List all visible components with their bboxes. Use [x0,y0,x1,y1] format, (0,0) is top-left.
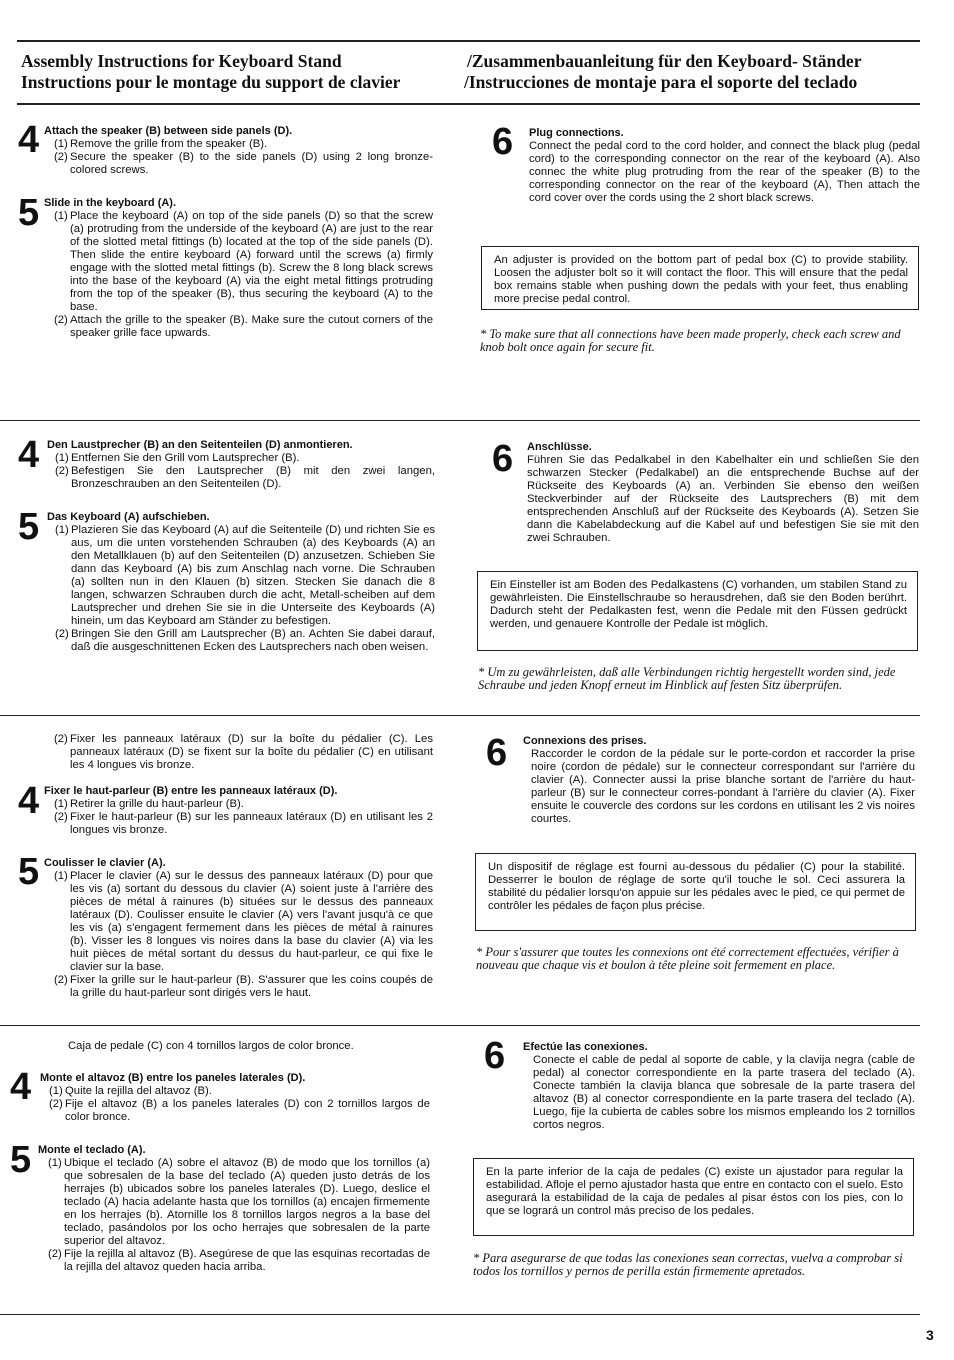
en-step6-text: Connect the pedal cord to the cord holder, and connect the black plug (pedal cord) to the corresponding connector on the rear of the keyboard (A). Also connec the white plug protruding from the rear of the speaker (B) to the corresponding connector on the rear of the keyboard (A), Then attach the cord cover over the cords using the 2 short black screws. [529,140,920,204]
list-item: (2) Attach the grille to the speaker (B). Make sure the cutout corners of the speaker grille face upwards. [54,314,433,339]
en-step6-number: 6 [492,121,514,163]
list-item: (2) Fixer le haut-parleur (B) sur les panneaux latéraux (D) en utilisant les 2 longues vis bronze. [54,811,433,836]
en-adjuster-box: An adjuster is provided on the bottom part of pedal box (C) to provide stability. Loosen the adjuster bolt so it will contact the floor. This will ensure that the pedal box remains stable when pushing down the pedals with your feet, thus enabling more precise pedal control. [481,246,919,310]
en-step5-number: 5 [18,192,40,234]
es-carry-over: Caja de pedale (C) con 4 tornillos largos de color bronce. [68,1040,354,1052]
de-step6-title: Anschlüsse. [527,441,592,453]
de-step6 [527,440,919,545]
list-item: (1) Plazieren Sie das Keyboard (A) auf die Seitenteile (D) und richten Sie es aus, um die unten vorstehenden Schrauben (a) des Keyboards (A) an den Metallklauen (b) auf den Seitenteilen (D) anzusetzen. Schieben Sie dann das Keyboard (A) bis zum Anschlag nach vorne. Die Schrauben (a) sollten nun in den Klauen (b) sitzen. Stecken Sie danach die 8 langen, schwarzen Schrauben durch die acht, Metall-scheiben auf dem Lautsprecher und drehen Sie sie in die Unterseite des Keyboards (A) hinein, um das Keyboard am Ständer zu befestigen. [55,524,435,627]
de-step4-number: 4 [18,434,40,476]
fr-step5-title: Coulisser le clavier (A). [44,857,166,869]
fr-step5 [44,856,433,1000]
es-note: * Para asegurarse de que todas las conexiones sean correctas, vuelva a comprobar si todos los tornillos y pernos de perilla están firmemente apretados. [473,1251,903,1278]
en-step6 [529,126,920,205]
header-title-en: Assembly Instructions for Keyboard Stand [21,51,342,71]
de-note: * Um zu gewährleisten, daß alle Verbindungen richtig hergestellt worden sind, jede Schraube und jeden Knopf erneut im Hinblick auf festen Sitz überprüfen. [478,665,896,692]
fr-note: * Pour s'assurer que toutes les connexions ont été correctement effectuées, vérifier à nouveau que chaque vis et boulon à tête pleine soit fermement en place. [476,945,899,972]
es-step4-number: 4 [10,1066,32,1108]
de-step6-number: 6 [492,438,514,480]
list-item: (2) Fije la rejilla al altavoz (B). Asegúrese de que las esquinas recortadas de la rejilla del altavoz queden hacia arriba. [48,1248,430,1273]
divider-de-fr [0,715,920,716]
es-step4-title: Monte el altavoz (B) entre los paneles laterales (D). [40,1072,306,1084]
list-item: (2) Secure the speaker (B) to the side panels (D) using 2 long bronze-colored screws. [54,151,433,176]
fr-step6-number: 6 [486,732,508,774]
fr-step6 [523,734,915,826]
en-step4 [44,124,433,177]
header-title-es: /Instrucciones de montaje para el soporte del teclado [464,72,858,92]
footer-rule [0,1314,920,1315]
es-step6 [523,1040,915,1132]
fr-step6-text: Raccorder le cordon de la pédale sur le porte-cordon et raccorder la prise noire (cordon de pédale) sur le connecteur correspondant sur l'arrière du clavier (A). Connecter aussi la prise blanche sortant de l'arrière du haut-parleur (B) sur le connecteur corres-pondant à l'arrière du clavier (A). Fixer ensuite le couvercle des cordons sur les cordons en utilisant les 2 vis noires courtes. [531,748,915,825]
list-item: (2) Befestigen Sie den Lautsprecher (B) mit den zwei langen, Bronzeschrauben an den Seitenteilen (D). [55,465,435,490]
es-adjuster-box: En la parte inferior de la caja de pedales (C) existe un ajustador para regular la estabilidad. Afloje el perno ajustador hasta que entre en contacto con el suelo. Esto asegurará la estabilidad de la caja de pedales al pisar éstos con los pies, con lo que se logrará un control más preciso de los pedales. [473,1158,914,1236]
list-item: (1) Remove the grille from the speaker (B). [54,138,268,150]
fr-carry-over: (2) Fixer les panneaux latéraux (D) sur la boîte du pédalier (C). Les panneaux latéraux (D) se fixent sur la boîte du pédalier (C) en utilisant les 4 longues vis bronze. [54,733,433,771]
fr-step4 [44,784,433,837]
en-step5-title: Slide in the keyboard (A). [44,197,177,209]
list-item: (1) Placer le clavier (A) sur le dessus des panneaux latéraux (D) pour que les vis (a) sortant du dessous du clavier (A) soient juste à l'arrière des pièces de métal à rainures (b) situées sur le dessus des panneaux latéraux (D). Coulisser ensuite le clavier (A) vers l'avant jusqu'à ce que les vis (a) s'engagent fermement dans les pièces de métal à rainures (b). Visser les 8 longues vis noires dans la base du clavier (A) via les huit pièces de métal sortant du dessus du haut-parleur, ce qui fixe le clavier sur la base. [54,870,433,973]
de-step5-number: 5 [18,506,40,548]
es-step6-title: Efectúe las conexiones. [523,1041,648,1053]
de-step5 [47,510,435,654]
de-step5-title: Das Keyboard (A) aufschieben. [47,511,210,523]
es-step6-text: Conecte el cable de pedal al soporte de cable, y la clavija negra (cable de pedal) al conector correspondiente en la parte trasera del teclado (A). Conecte también la clavija blanca que sobresale de la parte trasera del altavoz (B) al conector correspondiente en la parte trasera del teclado (A). Luego, fije la cubierta de cables sobre los mismos empleando los 2 tornillos cortos negros. [533,1054,915,1131]
header-title-de: /Zusammenbauanleitung für den Keyboard- Ständer [467,51,862,71]
list-item: (1) Quite la rejilla del altavoz (B). [49,1085,212,1097]
top-rule [17,40,920,42]
es-step5-title: Monte el teclado (A). [38,1144,146,1156]
fr-step6-title: Connexions des prises. [523,735,647,747]
de-step6-text: Führen Sie das Pedalkabel in den Kabelhalter ein und schließen Sie den schwarzen Stecker (Pedalkabel) an die entsprechende Buchse auf der Rückseite des Keyboards (A) an. Verbinden Sie ebenso den weißen Steckverbinder auf der Rückseite des Lautsprechers (B) mit dem entsprechenden Anschluß auf der Rückseite des Keyboards (A). Setzen Sie dann die Kabelabdeckung auf die Kabel auf und befestigen Sie sie mit den zwei Schrauben. [527,454,919,544]
es-step5 [38,1143,430,1274]
list-item: (2) Fixer la grille sur le haut-parleur (B). S'assurer que les coins coupés de la grille du haut-parleur sont dirigés vers le haut. [54,974,433,999]
en-step4-number: 4 [18,119,40,161]
list-item: (2) Fije el altavoz (B) a los paneles laterales (D) con 2 tornillos largos de color bronce. [49,1098,430,1123]
header-bottom-rule [17,103,920,105]
divider-en-de [0,420,920,421]
fr-step5-number: 5 [18,851,40,893]
en-step5 [44,196,433,340]
en-note: * To make sure that all connections have been made properly, check each screw and knob bolt once again for secure fit. [480,327,901,354]
list-item: (1) Retirer la grille du haut-parleur (B). [54,798,244,810]
de-adjuster-box: Ein Einsteller ist am Boden des Pedalkastens (C) vorhanden, um stabilen Stand zu gewährleisten. Die Einstellschraube so herausdrehen, daß sie den Boden berührt. Dadurch steht der Pedalkasten fest, wenn die Pedale mit den Füssen gedrückt werden, und genauere Kontrolle der Pedale ist möglich. [477,571,918,651]
en-step4-title: Attach the speaker (B) between side panels (D). [44,125,293,137]
es-step4 [40,1071,430,1124]
de-step4-title: Den Laustprecher (B) an den Seitenteilen (D) anmontieren. [47,439,353,451]
list-item: (1) Place the keyboard (A) on top of the side panels (D) so that the screw (a) protruding from the underside of the keyboard (A) are just to the rear of the slotted metal fittings (b) located at the top of the side panels (D). Then slide the entire keyboard (A) forward until the screws (a) firmly engage with the slotted metal fittings (b). Screw the 8 long black screws into the base of the keyboard (A) via the eight metal fittings protruding from the top of the speaker (B), thus securing the keyboard (A) to the base. [54,210,433,313]
fr-step4-title: Fixer le haut-parleur (B) entre les panneaux latéraux (D). [44,785,338,797]
list-item: (2) Bringen Sie den Grill am Lautsprecher (B) an. Achten Sie dabei darauf, daß die ausgeschnittenen Ecken des Lautsprechers nach oben weisen. [55,628,435,653]
en-step6-title: Plug connections. [529,127,624,139]
divider-fr-es [0,1025,920,1026]
fr-adjuster-box: Un dispositif de réglage est fourni au-dessous du pédalier (C) pour la stabilité. Desserrer le boulon de réglage de sorte qu'il touche le sol. Ceci assurera la stabilité du pédalier lorsqu'on appuie sur les pédales avec le pied, ce qui permet de contrôler les pédales de façon plus précise. [475,853,916,931]
fr-step4-number: 4 [18,780,40,822]
list-item: (1) Entfernen Sie den Grill vom Lautsprecher (B). [55,452,300,464]
es-step5-number: 5 [10,1139,32,1181]
es-step6-number: 6 [484,1035,506,1077]
page-number: 3 [926,1327,934,1343]
header-title-fr: Instructions pour le montage du support de clavier [21,72,401,92]
de-step4 [47,438,435,491]
list-item: (1) Ubique el teclado (A) sobre el altavoz (B) de modo que los tornillos (a) que sobresalen de la base del teclado (A) queden justo detrás de los herrajes (b) ubicados sobre los paneles laterales (D). Luego, deslice el teclado (A) hacia adelante hasta que los tornillos (a) encajen firmemente en los herrajes (b). Atornille los 8 tornillos largos negros a la base del teclado, pasándolos por los ocho herrajes que sobresalen de la parte superior del altavoz. [48,1157,430,1247]
